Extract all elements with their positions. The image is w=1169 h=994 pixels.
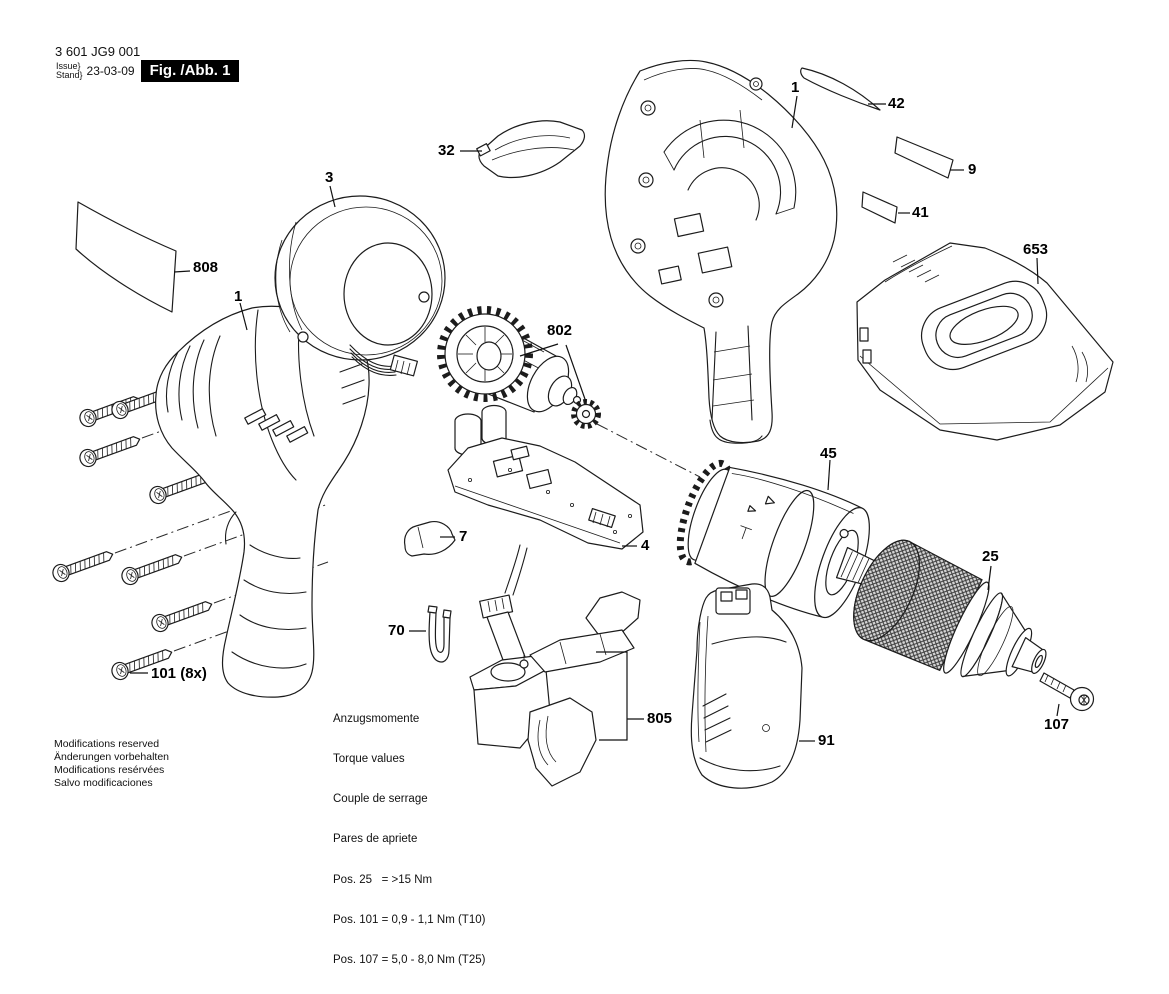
part-label-3: 3 <box>325 169 334 186</box>
label-sticker-41 <box>862 192 897 223</box>
battery-drawing <box>691 584 802 788</box>
modifications-line-fr: Modifications resérvées <box>54 764 165 776</box>
part-label-1-right: 1 <box>791 79 800 96</box>
part-label-101: 101 (8x) <box>151 665 207 682</box>
housing-right-half-drawing <box>605 60 836 443</box>
part-label-45: 45 <box>820 445 837 462</box>
clip-32-drawing <box>477 121 585 178</box>
switch-assembly-drawing <box>470 592 640 786</box>
figure-title-badge: Fig. /Abb. 1 <box>141 60 240 82</box>
clip-7-drawing <box>405 522 455 556</box>
torque-values-note <box>333 686 485 994</box>
part-label-805: 805 <box>647 710 673 727</box>
torque-title-fr: Couple de serrage <box>333 793 428 806</box>
part-label-4: 4 <box>641 537 650 554</box>
torque-title-es: Pares de apriete <box>333 833 418 846</box>
torque-title-en: Torque values <box>333 753 405 766</box>
part-label-9: 9 <box>968 161 977 178</box>
part-label-802: 802 <box>547 322 573 339</box>
torque-title-de: Anzugsmomente <box>333 712 420 725</box>
part-label-42: 42 <box>888 95 905 112</box>
label-sticker-9 <box>895 137 953 178</box>
charger-drawing <box>857 243 1113 440</box>
part-label-7: 7 <box>459 528 468 545</box>
label-sticker-808 <box>76 202 176 312</box>
issue-label: Issue} <box>56 60 81 71</box>
modifications-line-de: Änderungen vorbehalten <box>54 751 170 763</box>
part-label-653: 653 <box>1023 241 1049 258</box>
chuck-screw-drawing <box>1040 673 1094 711</box>
stand-label: Stand} <box>56 70 83 80</box>
electronics-module-drawing <box>448 406 643 596</box>
torque-value-pos101: Pos. 101 = 0,9 - 1,1 Nm (T10) <box>333 913 486 926</box>
part-label-70: 70 <box>388 622 405 639</box>
part-label-91: 91 <box>818 732 835 749</box>
modifications-notice <box>54 738 169 790</box>
part-label-107: 107 <box>1044 716 1070 733</box>
document-part-number: 3 601 JG9 001 <box>55 44 141 59</box>
part-label-32: 32 <box>438 142 455 159</box>
torque-value-pos107: Pos. 107 = 5,0 - 8,0 Nm (T25) <box>333 954 486 967</box>
part-label-808: 808 <box>193 259 219 276</box>
issue-date: 23-03-09 <box>86 64 135 78</box>
clip-70-drawing <box>428 606 451 662</box>
modifications-line-en: Modifications reserved <box>54 738 160 750</box>
chuck-drawing <box>840 530 1066 712</box>
modifications-line-es: Salvo modificaciones <box>54 777 153 789</box>
part-label-41: 41 <box>912 204 929 221</box>
housing-left-half-drawing <box>156 306 369 697</box>
torque-value-pos25: Pos. 25 = >15 Nm <box>333 873 433 886</box>
part-label-25: 25 <box>982 548 999 565</box>
part-label-1-left: 1 <box>234 288 243 305</box>
